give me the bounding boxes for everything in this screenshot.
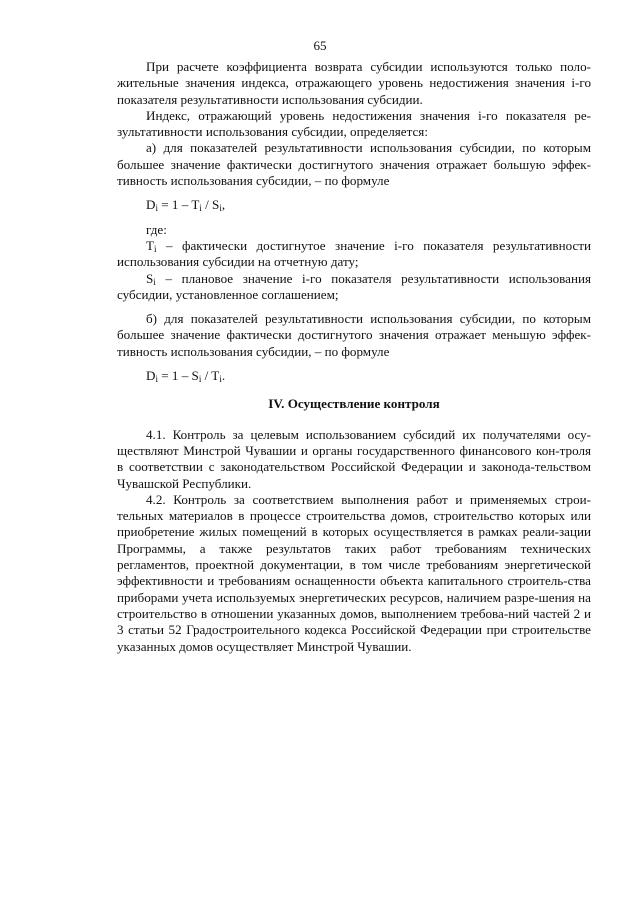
formula-a-t-sub: i: [199, 203, 202, 214]
formula-a: [117, 197, 591, 213]
formula-b-t-sub: i: [219, 374, 222, 385]
paragraph-4-2: 4.2. Контроль за соответствием выполнения работ и применяемых строи-тельных материалов в процессе строительства домов, строительство которых или приобретение жилых помещений в которых осуществляется в рамках реали-зации Программы, а также результатов таких работ требованиям технических регламентов, проектной документации, в том числе требованиям энергетической эффективности и требованиям оснащенности объекта капитального строитель-ства приборами учета используемых энергетических ресурсов, наличием разре-шения на строительство в отношении указанных домов, выполнением требова-ний частей 2 и 3 статьи 52 Градостроительного кодекса Российской Федерации при строительстве указанных домов осуществляет Минстрой Чувашии.: [117, 491, 591, 654]
formula-a-lhs-sub: i: [155, 203, 158, 214]
document-body: [117, 59, 591, 655]
paragraph-case-a: а) для показателей результативности использования субсидии, по которым большее значение фактически достигнутого значения отражает большую эффек-тивность использования субсидии, – по формуле: [117, 140, 591, 189]
symbol-s-sub: i: [153, 276, 156, 287]
formula-a-eq: = 1 – T: [157, 197, 200, 213]
where-label: где:: [146, 221, 167, 237]
formula-b-eq: = 1 – S: [157, 368, 199, 384]
formula-b-div: / T: [201, 368, 220, 384]
symbol-t-sub: i: [154, 243, 157, 254]
paragraph-case-b: б) для показателей результативности использования субсидии, по которым большее значение фактически достигнутого значения отражает меньшую эффек-тивность использования субсидии, – по формуле: [117, 311, 591, 359]
formula-a-s-sub: i: [219, 203, 222, 214]
definition-t-text: – фактически достигнутое значение i-го показателя результативности использования субсидии на отчетную дату;: [117, 237, 591, 270]
formula-b-lhs: D: [146, 368, 156, 384]
paragraph-4-1: 4.1. Контроль за целевым использованием субсидий их получателями осу-ществляют Минстрой Чувашии и органы государственного финансового кон-троля в соответствии с законодательством Российской Федерации и законода-тельством Чувашской Республики.: [117, 426, 591, 491]
formula-a-end: ,: [221, 197, 226, 213]
paragraph-positive-values: При расчете коэффициента возврата субсидии используются только поло-жительные значения индекса, отражающего уровень недостижения значения i-го показателя результативности использования субсидии.: [117, 59, 591, 107]
symbol-s: S: [146, 270, 154, 286]
formula-a-lhs: D: [146, 197, 156, 213]
formula-a-div: / S: [201, 197, 220, 213]
section-heading: IV. Осуществление контроля: [268, 396, 440, 412]
page-number: 65: [313, 38, 327, 53]
formula-b-end: .: [221, 368, 226, 384]
definition-s-text: – плановое значение i-го показателя результативности использования субсидии, установленное соглашением;: [117, 270, 591, 302]
symbol-t: T: [146, 237, 154, 253]
definition-t: [117, 238, 591, 271]
definition-s: [117, 271, 591, 304]
formula-b-lhs-sub: i: [155, 374, 158, 385]
paragraph-index-definition: Индекс, отражающий уровень недостижения значения i-го показателя ре-зультативности использования субсидии, определяется:: [117, 107, 591, 140]
formula-b: [117, 368, 591, 384]
formula-b-s-sub: i: [198, 374, 202, 385]
